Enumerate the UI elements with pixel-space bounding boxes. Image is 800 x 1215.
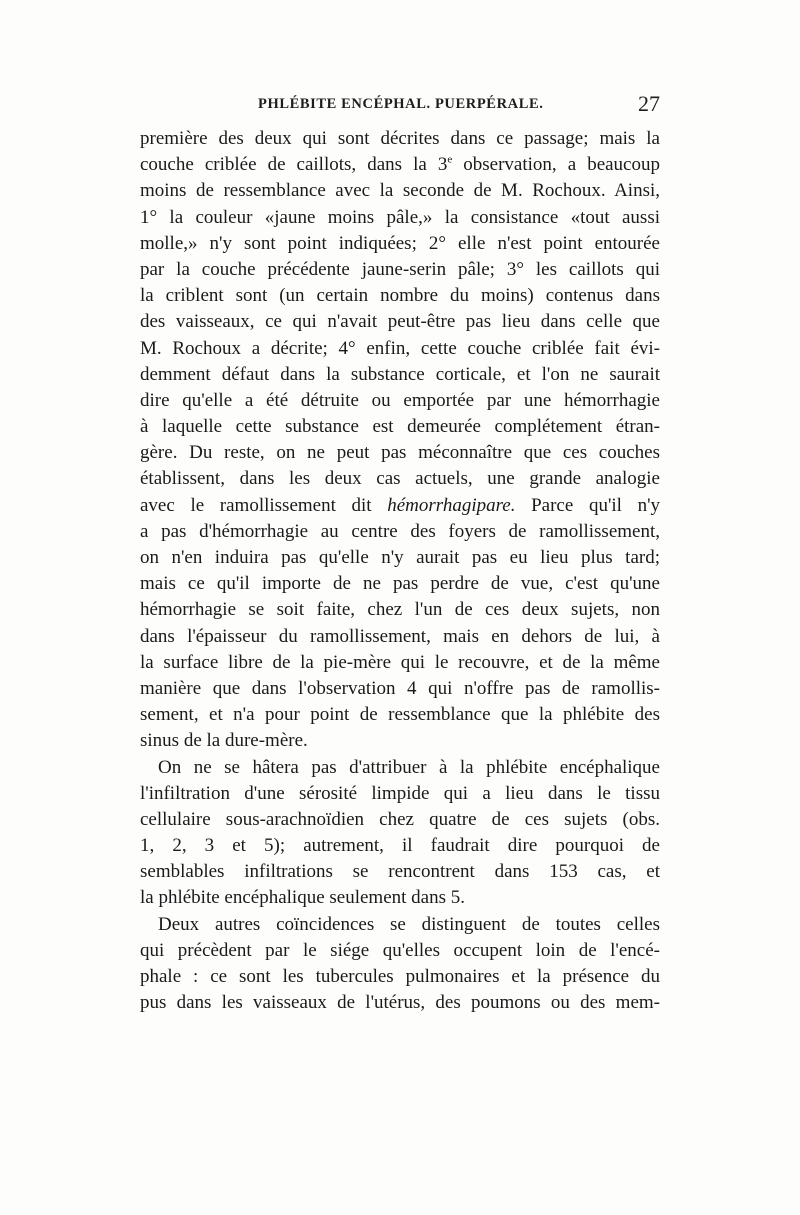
text-line: l'infiltration d'une sérosité limpide qui a lieu dans le tissu [140,782,660,804]
text-fragment: observation, a beaucoup [452,154,660,176]
text-line: manière que dans l'observation 4 qui n'offre pas de ramollis- [140,677,660,699]
text-line: semblables infiltrations se rencontrent dans 153 cas, et [140,861,660,883]
text-line: des vaisseaux, ce qui n'avait peut-être pas lieu dans celle que [140,311,660,333]
text-fragment: avec le ramollissement dit [140,494,372,516]
text-line: sement, et n'a pour point de ressemblance que la phlébite des [140,704,660,726]
text-line: phale : ce sont les tubercules pulmonaires et la présence du [140,966,660,987]
text-line: a pas d'hémorrhagie au centre des foyers de ramollissement, [140,520,660,542]
text-fragment: Parce qu'il n'y [515,494,660,516]
italic-term: hémorrhagipare. [387,494,516,516]
text-line: 1° la couleur «jaune moins pâle,» la consistance «tout aussi [140,206,660,228]
text-line: par la couche précédente jaune-serin pâle; 3° les caillots qui [140,258,660,280]
text-line: moins de ressemblance avec la seconde de M. Rochoux. Ainsi, [140,180,660,202]
text-line: la criblent sont (un certain nombre du moins) contenus dans [140,285,660,307]
text-line: sinus de la dure-mère. [140,730,308,752]
text-line: demment défaut dans la substance corticale, et l'on ne saurait [140,363,660,385]
text-line: première des deux qui sont décrites dans ce passage; mais la [140,128,660,149]
body-text [140,126,660,1016]
text-line: qui précèdent par le siége qu'elles occupent loin de l'encé- [140,939,660,961]
text-line: la surface libre de la pie-mère qui le recouvre, et de la même [140,651,660,673]
text-line: On ne se hâtera pas d'attribuer à la phlébite encéphalique [158,756,660,778]
text-line: pus dans les vaisseaux de l'utérus, des poumons ou des mem- [140,992,660,1014]
text-line: la phlébite encéphalique seulement dans 5. [140,887,465,909]
text-line [140,493,660,519]
text-line: molle,» n'y sont point indiquées; 2° elle n'est point entourée [140,232,660,254]
text-line: établissent, dans les deux cas actuels, une grande analogie [140,468,660,490]
text-line: on n'en induira pas qu'elle n'y aurait pas eu lieu plus tard; [140,547,660,568]
page-header [140,91,660,118]
running-title: PHLÉBITE ENCÉPHAL. PUERPÉRALE. [258,96,544,112]
superscript: e [447,153,453,166]
text-line: dans l'épaisseur du ramollissement, mais en dehors de lui, à [140,625,660,647]
text-line: hémorrhagie se soit faite, chez l'un de ces deux sujets, non [140,599,660,621]
text-line: Deux autres coïncidences se distinguent de toutes celles [158,913,660,935]
text-line: M. Rochoux a décrite; 4° enfin, cette couche criblée fait évi- [140,337,660,359]
text-fragment: couche criblée de caillots, dans la 3 [140,154,448,176]
text-line [140,152,660,178]
page-number: 27 [638,91,660,116]
text-line: 1, 2, 3 et 5); autrement, il faudrait dire pourquoi de [140,835,660,857]
text-line: mais ce qu'il importe de ne pas perdre de vue, c'est qu'une [140,573,660,595]
text-line: dire qu'elle a été détruite ou emportée par une hémorrhagie [140,389,660,411]
text-line: à laquelle cette substance est demeurée complétement étran- [140,416,660,438]
text-line: cellulaire sous-arachnoïdien chez quatre de ces sujets (obs. [140,808,660,830]
text-line: gère. Du reste, on ne peut pas méconnaître que ces couches [140,442,660,464]
